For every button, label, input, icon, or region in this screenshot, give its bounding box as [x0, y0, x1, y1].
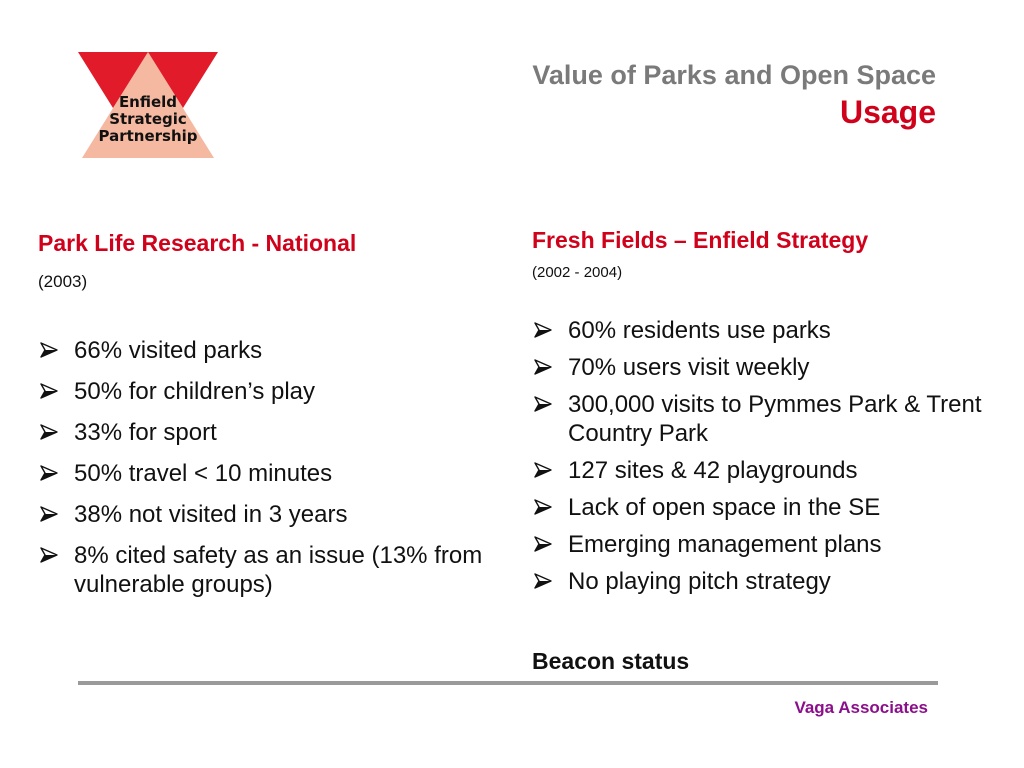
- left-heading: Park Life Research - National: [38, 230, 357, 256]
- left-bullet-item: [38, 500, 508, 529]
- logo-line-2: Strategic: [109, 110, 187, 128]
- left-bullet-text: 33% for sport: [74, 419, 217, 446]
- right-heading: Fresh Fields – Enfield Strategy: [532, 227, 869, 253]
- arrow-bullet-icon: [534, 462, 552, 478]
- beacon-status: Beacon status: [532, 648, 690, 674]
- left-bullet-text: 66% visited parks: [74, 337, 263, 364]
- arrow-bullet-icon: [534, 322, 552, 338]
- logo-line-3: Partnership: [98, 127, 198, 145]
- footer-divider: [78, 681, 938, 685]
- left-bullet-text: 8% cited safety as an issue (13% from vulnerable groups): [74, 542, 483, 598]
- right-bullet-text: No playing pitch strategy: [568, 568, 831, 595]
- right-bullet-text: 70% users visit weekly: [568, 354, 810, 381]
- left-years: (2003): [38, 272, 88, 291]
- left-bullet-item: [38, 418, 508, 447]
- left-bullet-list: [38, 336, 508, 611]
- left-bullet-item: [38, 377, 508, 406]
- right-bullet-item: [532, 316, 1002, 345]
- left-bullet-item: [38, 541, 508, 599]
- title-block: [532, 58, 936, 132]
- logo-line-1: Enfield: [118, 93, 178, 111]
- right-bullet-item: [532, 353, 1002, 382]
- right-bullet-list: [532, 316, 1002, 604]
- logo-text: [78, 94, 218, 145]
- arrow-bullet-icon: [534, 536, 552, 552]
- arrow-bullet-icon: [534, 359, 552, 375]
- left-bullet-item: [38, 336, 508, 365]
- left-bullet-text: 50% travel < 10 minutes: [74, 460, 333, 487]
- left-bullet-item: [38, 459, 508, 488]
- arrow-bullet-icon: [40, 342, 58, 358]
- arrow-bullet-icon: [40, 424, 58, 440]
- right-bullet-item: [532, 493, 1002, 522]
- right-bullet-text: 300,000 visits to Pymmes Park & Trent Country Park: [568, 391, 982, 447]
- left-bullet-text: 38% not visited in 3 years: [74, 501, 348, 528]
- right-bullet-item: [532, 567, 1002, 596]
- right-bullet-text: Lack of open space in the SE: [568, 494, 881, 521]
- arrow-bullet-icon: [534, 573, 552, 589]
- arrow-bullet-icon: [40, 506, 58, 522]
- right-bullet-text: Emerging management plans: [568, 531, 882, 558]
- right-bullet-item: [532, 456, 1002, 485]
- page-title: Value of Parks and Open Space: [532, 60, 936, 90]
- arrow-bullet-icon: [534, 499, 552, 515]
- right-bullet-item: [532, 390, 1002, 448]
- left-bullet-text: 50% for children’s play: [74, 378, 316, 405]
- page-subtitle: Usage: [839, 94, 936, 130]
- footer-credit: Vaga Associates: [794, 698, 928, 717]
- right-years: (2002 - 2004): [532, 264, 623, 281]
- right-bullet-text: 127 sites & 42 playgrounds: [568, 457, 858, 484]
- enfield-logo: [78, 50, 218, 160]
- arrow-bullet-icon: [40, 383, 58, 399]
- right-bullet-item: [532, 530, 1002, 559]
- arrow-bullet-icon: [40, 465, 58, 481]
- arrow-bullet-icon: [534, 396, 552, 412]
- right-bullet-text: 60% residents use parks: [568, 317, 831, 344]
- arrow-bullet-icon: [40, 547, 58, 563]
